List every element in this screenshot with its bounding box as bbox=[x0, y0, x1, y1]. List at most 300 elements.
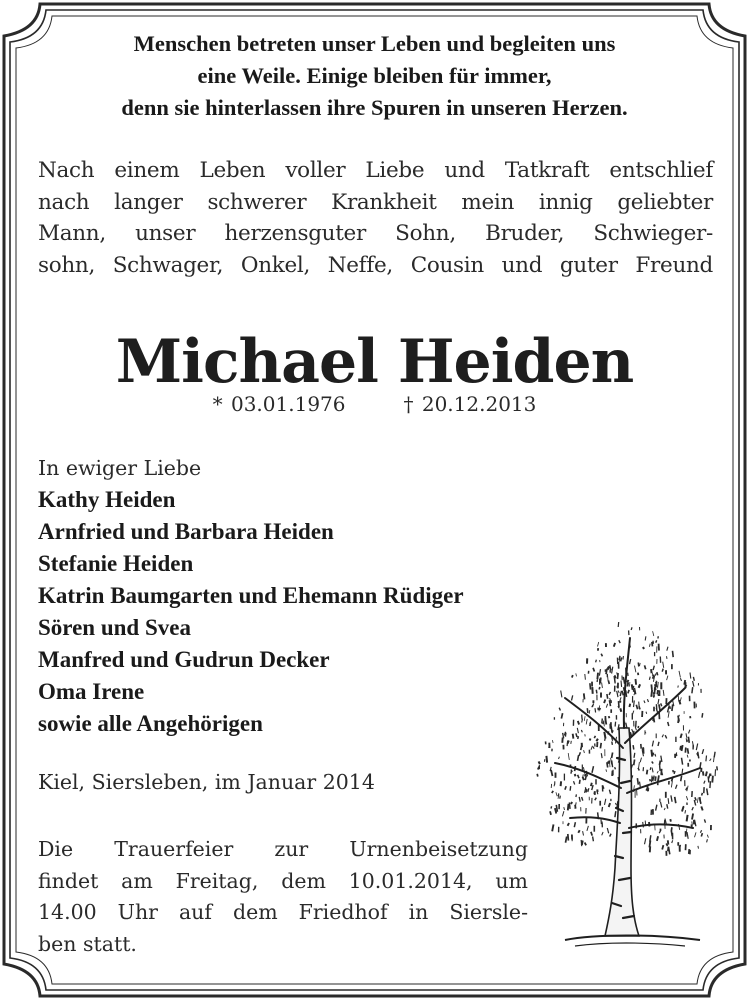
foliage-stroke bbox=[647, 770, 648, 775]
foliage-stroke bbox=[652, 777, 653, 781]
foliage-stroke bbox=[599, 705, 600, 711]
foliage-stroke bbox=[692, 814, 693, 820]
foliage-stroke bbox=[593, 668, 594, 672]
foliage-stroke bbox=[562, 811, 564, 816]
foliage-stroke bbox=[604, 700, 605, 704]
foliage-stroke bbox=[590, 683, 591, 689]
birth-date: * 03.01.1976 bbox=[212, 392, 346, 416]
foliage-stroke bbox=[637, 778, 638, 785]
foliage-stroke bbox=[662, 669, 663, 672]
foliage-stroke bbox=[660, 761, 661, 766]
foliage-stroke bbox=[559, 708, 560, 711]
foliage-stroke bbox=[601, 654, 602, 657]
foliage-stroke bbox=[651, 669, 652, 673]
foliage-stroke bbox=[619, 640, 620, 643]
foliage-stroke bbox=[640, 782, 641, 787]
foliage-stroke bbox=[600, 743, 601, 749]
foliage-stroke bbox=[686, 733, 687, 738]
foliage-stroke bbox=[618, 622, 619, 627]
foliage-stroke bbox=[621, 681, 622, 687]
foliage-stroke bbox=[672, 840, 673, 843]
mourner-name: Kathy Heiden bbox=[38, 487, 176, 512]
foliage-stroke bbox=[591, 783, 592, 786]
foliage-stroke bbox=[634, 760, 635, 766]
foliage-stroke bbox=[607, 828, 608, 833]
foliage-stroke bbox=[682, 758, 683, 765]
foliage-stroke bbox=[609, 716, 610, 718]
foliage-stroke bbox=[578, 736, 579, 739]
mourner-name: Sören und Svea bbox=[38, 615, 191, 640]
foliage-stroke bbox=[552, 740, 553, 743]
foliage-stroke bbox=[551, 806, 552, 808]
death-date: † 20.12.2013 bbox=[403, 392, 537, 416]
ceremony-line: 14.00 Uhr auf dem Friedhof in Siersle- bbox=[38, 900, 528, 924]
foliage-stroke bbox=[645, 838, 646, 844]
foliage-stroke bbox=[646, 712, 647, 714]
ceremony-line: findet am Freitag, dem 10.01.2014, um bbox=[38, 868, 528, 893]
foliage-stroke bbox=[707, 835, 708, 838]
foliage-stroke bbox=[597, 673, 598, 679]
foliage-stroke bbox=[675, 797, 676, 803]
mourner-name: Stefanie Heiden bbox=[38, 551, 194, 576]
foliage-stroke bbox=[614, 643, 615, 647]
foliage-stroke bbox=[607, 694, 608, 699]
foliage-stroke bbox=[618, 691, 619, 694]
foliage-stroke bbox=[671, 795, 672, 801]
foliage-stroke bbox=[650, 767, 651, 770]
foliage-stroke bbox=[617, 691, 618, 697]
foliage-stroke bbox=[695, 820, 696, 827]
birch-tree-icon bbox=[535, 618, 720, 953]
foliage-stroke bbox=[572, 695, 573, 700]
foliage-stroke bbox=[595, 708, 596, 712]
foliage-stroke bbox=[702, 793, 703, 796]
motto-line: Menschen betreten unser Leben und begleiten uns bbox=[133, 31, 616, 56]
foliage-stroke bbox=[668, 722, 669, 726]
foliage-stroke bbox=[701, 806, 702, 810]
foliage-stroke bbox=[636, 705, 637, 709]
foliage-stroke bbox=[629, 704, 630, 707]
foliage-stroke bbox=[645, 665, 646, 669]
foliage-stroke bbox=[664, 808, 665, 810]
foliage-stroke bbox=[578, 721, 579, 725]
foliage-stroke bbox=[676, 785, 678, 789]
foliage-stroke bbox=[589, 710, 590, 714]
mourner-name: Katrin Baumgarten und Ehemann Rüdiger bbox=[38, 583, 464, 608]
foliage-stroke bbox=[687, 832, 688, 839]
foliage-stroke bbox=[698, 752, 699, 759]
foliage-stroke bbox=[573, 734, 574, 739]
foliage-stroke bbox=[680, 746, 681, 750]
foliage-stroke bbox=[688, 748, 689, 754]
foliage-stroke bbox=[694, 800, 695, 805]
foliage-stroke bbox=[610, 834, 611, 837]
foliage-stroke bbox=[704, 781, 705, 784]
foliage-stroke bbox=[552, 791, 553, 793]
foliage-stroke bbox=[669, 848, 670, 855]
foliage-stroke bbox=[701, 833, 702, 836]
foliage-stroke bbox=[595, 798, 597, 801]
foliage-stroke bbox=[639, 702, 640, 707]
foliage-stroke bbox=[679, 700, 680, 704]
foliage-stroke bbox=[649, 677, 650, 680]
intro-line: sohn, Schwager, Onkel, Neffe, Cousin und guter Freund bbox=[38, 252, 713, 278]
foliage-stroke bbox=[612, 753, 613, 759]
foliage-stroke bbox=[682, 769, 683, 774]
foliage-stroke bbox=[692, 687, 693, 693]
foliage-stroke bbox=[655, 673, 656, 675]
foliage-stroke bbox=[584, 716, 585, 721]
foliage-stroke bbox=[584, 750, 585, 753]
foliage-stroke bbox=[596, 739, 598, 742]
foliage-stroke bbox=[654, 692, 655, 697]
foliage-stroke bbox=[549, 745, 550, 748]
foliage-stroke bbox=[566, 837, 567, 843]
foliage-stroke bbox=[581, 840, 582, 846]
life-dates bbox=[0, 392, 749, 416]
foliage-stroke bbox=[653, 753, 654, 756]
foliage-stroke bbox=[652, 768, 653, 773]
foliage-stroke bbox=[686, 796, 687, 800]
foliage-stroke bbox=[565, 786, 566, 790]
foliage-stroke bbox=[577, 728, 578, 733]
foliage-stroke bbox=[568, 804, 569, 811]
foliage-stroke bbox=[576, 794, 577, 797]
foliage-stroke bbox=[571, 802, 572, 804]
foliage-stroke bbox=[638, 663, 639, 667]
ceremony-line: Die Trauerfeier zur Urnenbeisetzung bbox=[38, 837, 528, 861]
foliage-stroke bbox=[697, 798, 698, 804]
funeral-details bbox=[38, 834, 528, 960]
foliage-stroke bbox=[668, 707, 669, 713]
foliage-stroke bbox=[601, 753, 602, 758]
foliage-stroke bbox=[592, 766, 594, 773]
foliage-stroke bbox=[569, 802, 570, 809]
foliage-stroke bbox=[649, 644, 650, 647]
foliage-stroke bbox=[712, 776, 713, 783]
foliage-stroke bbox=[610, 668, 611, 670]
foliage-stroke bbox=[636, 679, 637, 685]
foliage-stroke bbox=[574, 822, 575, 827]
foliage-stroke bbox=[552, 824, 553, 831]
foliage-stroke bbox=[657, 672, 658, 675]
foliage-stroke bbox=[665, 735, 667, 738]
foliage-stroke bbox=[684, 680, 685, 685]
foliage-stroke bbox=[645, 636, 646, 640]
foliage-stroke bbox=[615, 722, 616, 727]
foliage-stroke bbox=[658, 699, 659, 704]
foliage-stroke bbox=[699, 772, 700, 778]
foliage-stroke bbox=[578, 775, 579, 778]
foliage-stroke bbox=[707, 789, 708, 796]
mourner-name: Manfred und Gudrun Decker bbox=[38, 647, 330, 672]
intro-text bbox=[38, 155, 713, 281]
foliage-stroke bbox=[606, 704, 607, 708]
foliage-stroke bbox=[639, 684, 641, 688]
foliage-stroke bbox=[572, 675, 573, 678]
foliage-stroke bbox=[632, 684, 633, 690]
foliage-stroke bbox=[686, 738, 687, 742]
motto-line: eine Weile. Einige bleiben für immer, bbox=[197, 63, 552, 88]
foliage-stroke bbox=[570, 786, 571, 791]
foliage-stroke bbox=[587, 708, 588, 713]
foliage-stroke bbox=[653, 631, 654, 636]
ceremony-line: ben statt. bbox=[38, 931, 137, 956]
foliage-stroke bbox=[579, 797, 580, 802]
foliage-stroke bbox=[656, 805, 657, 811]
foliage-stroke bbox=[700, 830, 701, 833]
foliage-stroke bbox=[611, 758, 612, 765]
foliage-stroke bbox=[571, 741, 572, 744]
foliage-stroke bbox=[662, 735, 663, 738]
foliage-stroke bbox=[608, 681, 609, 685]
foliage-stroke bbox=[559, 757, 560, 759]
foliage-stroke bbox=[687, 815, 688, 822]
foliage-stroke bbox=[592, 705, 593, 707]
foliage-stroke bbox=[656, 640, 657, 642]
foliage-stroke bbox=[680, 697, 681, 701]
foliage-stroke bbox=[667, 656, 668, 659]
foliage-stroke bbox=[662, 845, 663, 849]
foliage-stroke bbox=[620, 708, 621, 712]
foliage-stroke bbox=[674, 771, 675, 774]
foliage-stroke bbox=[639, 762, 640, 768]
foliage-stroke bbox=[658, 682, 659, 689]
foliage-stroke bbox=[667, 676, 668, 681]
foliage-stroke bbox=[655, 754, 656, 757]
foliage-stroke bbox=[638, 726, 639, 728]
foliage-stroke bbox=[609, 803, 610, 807]
foliage-stroke bbox=[555, 808, 556, 813]
foliage-stroke bbox=[655, 776, 656, 781]
foliage-stroke bbox=[596, 660, 597, 663]
foliage-stroke bbox=[609, 692, 610, 695]
foliage-stroke bbox=[624, 687, 625, 691]
foliage-stroke bbox=[707, 839, 708, 842]
mourner-name: Oma Irene bbox=[38, 679, 145, 704]
foliage-stroke bbox=[663, 690, 664, 696]
foliage-stroke bbox=[618, 673, 619, 679]
foliage-stroke bbox=[621, 657, 622, 661]
foliage-stroke bbox=[661, 802, 662, 808]
foliage-stroke bbox=[587, 826, 589, 831]
foliage-stroke bbox=[590, 723, 591, 726]
foliage-stroke bbox=[670, 819, 671, 822]
foliage-stroke bbox=[667, 647, 668, 651]
foliage-stroke bbox=[551, 770, 553, 776]
foliage-stroke bbox=[670, 706, 671, 709]
foliage-stroke bbox=[635, 727, 636, 730]
foliage-stroke bbox=[579, 752, 580, 756]
foliage-stroke bbox=[561, 713, 562, 718]
foliage-stroke bbox=[568, 753, 569, 760]
foliage-stroke bbox=[704, 819, 705, 822]
foliage-stroke bbox=[708, 776, 709, 782]
foliage-stroke bbox=[585, 776, 586, 780]
foliage-stroke bbox=[673, 770, 674, 772]
foliage-stroke bbox=[586, 719, 587, 725]
foliage-stroke bbox=[651, 750, 652, 757]
foliage-stroke bbox=[576, 673, 577, 676]
foliage-stroke bbox=[702, 713, 703, 718]
motto-quote bbox=[0, 28, 749, 124]
foliage-stroke bbox=[706, 756, 707, 762]
foliage-stroke bbox=[687, 755, 688, 758]
foliage-stroke bbox=[667, 804, 668, 808]
foliage-stroke bbox=[560, 796, 561, 799]
foliage-stroke bbox=[628, 682, 629, 686]
foliage-stroke bbox=[583, 831, 584, 835]
foliage-stroke bbox=[688, 737, 689, 743]
foliage-stroke bbox=[659, 830, 661, 833]
foliage-stroke bbox=[651, 684, 652, 690]
mourner-name: sowie alle Angehörigen bbox=[38, 711, 263, 736]
foliage-stroke bbox=[630, 659, 631, 664]
foliage-stroke bbox=[673, 651, 674, 657]
foliage-stroke bbox=[593, 747, 594, 749]
foliage-stroke bbox=[689, 849, 690, 854]
foliage-stroke bbox=[703, 771, 704, 775]
foliage-stroke bbox=[590, 739, 591, 741]
foliage-stroke bbox=[602, 683, 603, 689]
foliage-stroke bbox=[661, 703, 662, 706]
foliage-stroke bbox=[650, 779, 651, 781]
foliage-stroke bbox=[628, 690, 629, 694]
foliage-stroke bbox=[550, 811, 551, 815]
foliage-stroke bbox=[612, 742, 613, 745]
foliage-stroke bbox=[537, 774, 538, 777]
foliage-stroke bbox=[680, 678, 681, 681]
foliage-stroke bbox=[576, 733, 577, 737]
foliage-stroke bbox=[622, 691, 623, 696]
foliage-stroke bbox=[685, 810, 686, 813]
foliage-stroke bbox=[671, 827, 672, 831]
intro-line: nach langer schwerer Krankheit mein innig geliebter bbox=[38, 189, 713, 215]
foliage-stroke bbox=[656, 681, 657, 687]
foliage-stroke bbox=[652, 741, 653, 747]
foliage-stroke bbox=[668, 840, 669, 844]
foliage-stroke bbox=[698, 846, 699, 849]
foliage-stroke bbox=[690, 673, 691, 679]
foliage-stroke bbox=[658, 742, 659, 746]
foliage-stroke bbox=[605, 799, 606, 805]
foliage-stroke bbox=[710, 781, 711, 788]
foliage-stroke bbox=[657, 771, 658, 773]
foliage-stroke bbox=[615, 803, 616, 805]
foliage-stroke bbox=[657, 836, 658, 841]
foliage-stroke bbox=[693, 681, 694, 687]
foliage-stroke bbox=[568, 823, 569, 826]
foliage-stroke bbox=[681, 734, 682, 738]
foliage-stroke bbox=[591, 832, 592, 836]
foliage-stroke bbox=[687, 786, 688, 792]
foliage-stroke bbox=[539, 761, 540, 764]
foliage-stroke bbox=[564, 807, 565, 810]
foliage-stroke bbox=[633, 745, 634, 749]
foliage-stroke bbox=[695, 797, 696, 800]
foliage-stroke bbox=[652, 642, 653, 647]
foliage-stroke bbox=[596, 690, 597, 694]
foliage-stroke bbox=[648, 788, 649, 791]
deceased-name: Michael Heiden bbox=[115, 327, 634, 397]
foliage-stroke bbox=[671, 831, 672, 836]
intro-line: Mann, unser herzensguter Sohn, Bruder, Schwieger- bbox=[38, 221, 713, 246]
foliage-stroke bbox=[657, 690, 658, 694]
foliage-stroke bbox=[706, 772, 707, 777]
foliage-stroke bbox=[608, 761, 609, 764]
foliage-stroke bbox=[584, 693, 585, 699]
mourners-list bbox=[38, 452, 598, 740]
foliage-stroke bbox=[619, 656, 620, 660]
intro-line: Nach einem Leben voller Liebe und Tatkraft entschlief bbox=[38, 158, 713, 183]
foliage-stroke bbox=[606, 769, 607, 771]
foliage-stroke bbox=[556, 792, 557, 796]
foliage-stroke bbox=[679, 671, 680, 678]
foliage-stroke bbox=[700, 801, 701, 804]
foliage-stroke bbox=[717, 766, 718, 770]
foliage-stroke bbox=[602, 807, 603, 812]
foliage-stroke bbox=[599, 669, 600, 676]
foliage-stroke bbox=[585, 674, 586, 680]
foliage-stroke bbox=[681, 776, 682, 781]
foliage-stroke bbox=[676, 753, 677, 756]
foliage-stroke bbox=[631, 627, 632, 630]
foliage-stroke bbox=[585, 843, 586, 846]
foliage-stroke bbox=[561, 691, 562, 698]
foliage-stroke bbox=[651, 690, 652, 697]
foliage-stroke bbox=[672, 704, 673, 711]
foliage-stroke bbox=[602, 719, 603, 724]
foliage-stroke bbox=[668, 711, 669, 717]
foliage-stroke bbox=[695, 832, 697, 837]
foliage-stroke bbox=[594, 736, 595, 738]
mourner-name: Arnfried und Barbara Heiden bbox=[38, 519, 334, 544]
foliage-stroke bbox=[689, 730, 690, 734]
foliage-stroke bbox=[692, 807, 693, 810]
foliage-stroke bbox=[660, 765, 661, 771]
foliage-stroke bbox=[581, 730, 582, 732]
foliage-stroke bbox=[640, 758, 641, 763]
mourners-lead: In ewiger Liebe bbox=[38, 456, 202, 480]
foliage-stroke bbox=[634, 753, 635, 758]
foliage-stroke bbox=[650, 835, 651, 841]
foliage-stroke bbox=[640, 663, 641, 666]
foliage-stroke bbox=[634, 700, 635, 707]
foliage-stroke bbox=[714, 752, 715, 758]
foliage-stroke bbox=[620, 691, 621, 696]
foliage-stroke bbox=[635, 666, 636, 673]
foliage-stroke bbox=[591, 746, 593, 750]
foliage-stroke bbox=[586, 789, 587, 792]
foliage-stroke bbox=[627, 680, 628, 682]
foliage-stroke bbox=[647, 699, 648, 702]
foliage-stroke bbox=[678, 686, 679, 688]
foliage-stroke bbox=[663, 662, 664, 668]
foliage-stroke bbox=[579, 780, 580, 784]
foliage-stroke bbox=[690, 760, 691, 762]
foliage-stroke bbox=[575, 774, 576, 776]
foliage-stroke bbox=[604, 720, 605, 726]
foliage-stroke bbox=[561, 781, 562, 786]
foliage-stroke bbox=[696, 744, 697, 751]
foliage-stroke bbox=[609, 790, 610, 794]
foliage-stroke bbox=[612, 667, 613, 674]
foliage-stroke bbox=[602, 832, 603, 835]
foliage-stroke bbox=[702, 749, 703, 754]
foliage-stroke bbox=[568, 834, 569, 841]
foliage-stroke bbox=[588, 788, 589, 792]
foliage-stroke bbox=[578, 830, 579, 833]
